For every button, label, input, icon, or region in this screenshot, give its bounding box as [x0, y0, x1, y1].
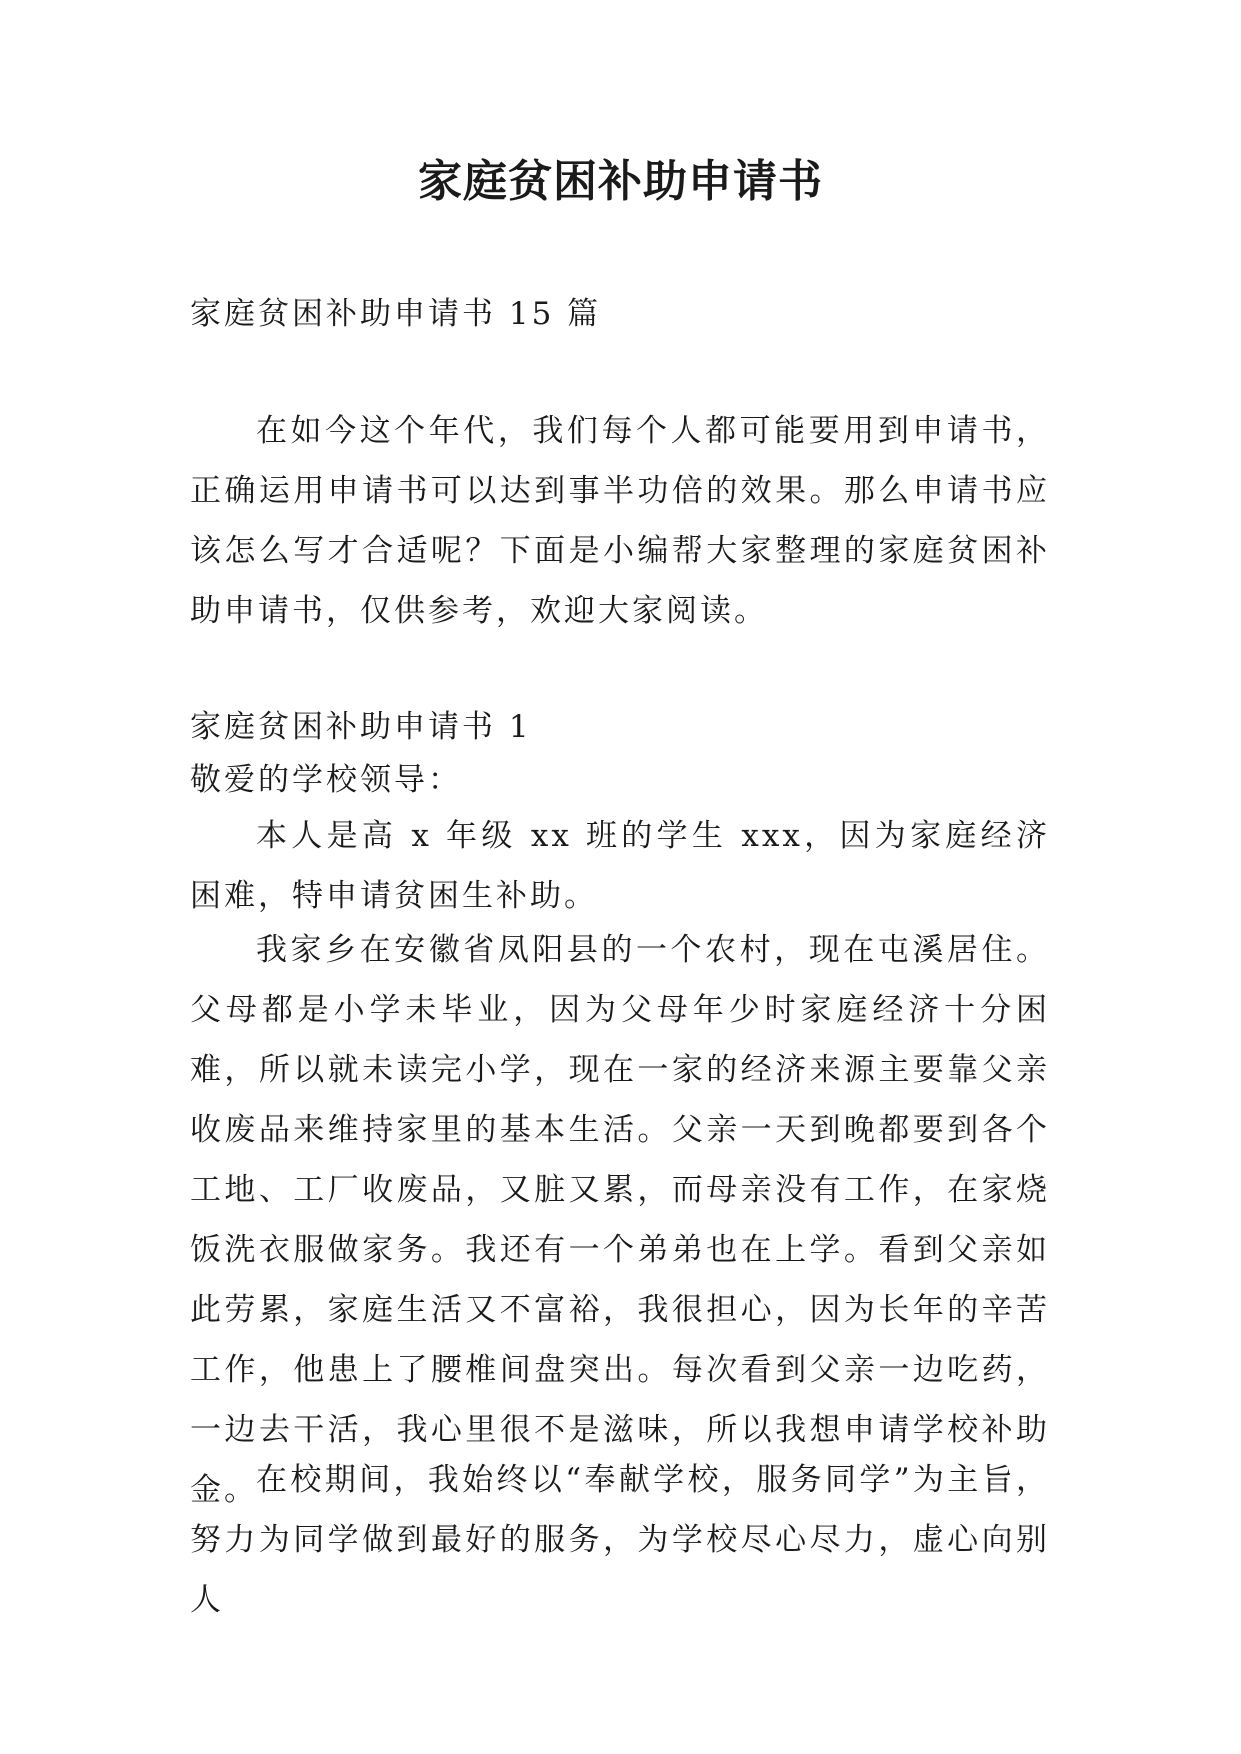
section-heading: 家庭贫困补助申请书 1 — [190, 709, 532, 745]
body-paragraph: 我家乡在安徽省凤阳县的一个农村，现在屯溪居住。父母都是小学未毕业，因为父母年少时家庭经济十分困难，所以就未读完小学，现在一家的经济来源主要靠父亲收废品来维持家里的基本生活。父亲一天到晚都要到各个工地、工厂收废品，又脏又累，而母亲没有工作，在家烧饭洗衣服做家务。我还有一个弟弟也在上学。看到父亲如此劳累，家庭生活又不富裕，我很担心，因为长年的辛苦工作，他患上了腰椎间盘突出。每次看到父亲一边吃药，一边去干活，我心里很不是滋味，所以我想申请学校补助金。 — [190, 932, 1050, 1508]
document-subtitle: 家庭贫困补助申请书 15 篇 — [190, 296, 602, 332]
body-paragraph: 本人是高 x 年级 xx 班的学生 xxx，因为家庭经济困难，特申请贫困生补助。 — [190, 818, 1050, 914]
body-paragraph: 在校期间，我始终以“奉献学校，服务同学”为主旨，努力为同学做到最好的服务，为学校尽心尽力，虚心向别人 — [190, 1462, 1050, 1618]
document-title: 家庭贫困补助申请书 — [418, 156, 823, 207]
intro-paragraph: 在如今这个年代，我们每个人都可能要用到申请书，正确运用申请书可以达到事半功倍的效果。那么申请书应该怎么写才合适呢？下面是小编帮大家整理的家庭贫困补助申请书，仅供参考，欢迎大家阅读。 — [190, 413, 1050, 629]
salutation: 敬爱的学校领导： — [190, 762, 462, 798]
